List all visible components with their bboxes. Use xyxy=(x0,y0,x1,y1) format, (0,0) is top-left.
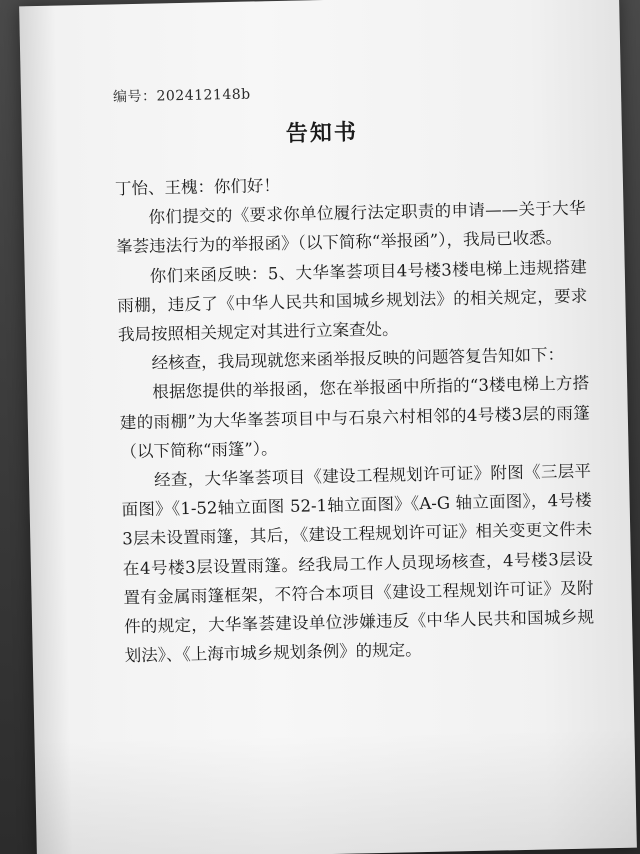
salutation: 丁怡、王槐：你们好！ xyxy=(114,175,281,199)
document-page xyxy=(19,0,637,854)
paragraph-canopy-identification: 根据您提供的举报函，您在举报函中所指的“3楼电梯上方搭建的雨棚”为大华峯荟项目中与石泉六村相邻的4号楼3层的雨篷（以下简称“雨篷”）。 xyxy=(119,373,590,462)
paragraph-verification-intro: 经核查，我局现就您来函举报反映的问题答复告知如下： xyxy=(151,345,565,373)
document-title: 告知书 xyxy=(285,120,359,147)
paragraph-findings: 经查，大华峯荟项目《建设工程规划许可证》附图《三层平面图》《1-52轴立面图 52-1轴立面图》《A-G 轴立面图》，4号楼3层未设置雨篷，其后，《建设工程规划许可证》相关变更文件未在4号楼3层设置雨篷。经我局工作人员现场核查，4号楼3层设置有金属雨篷框架，不符合本项目《建设工程规划许可证》及附件的规定，大华峯荟建设单位涉嫌违反《中华人民共和国城乡规划法》、《上海市城乡规划条例》的规定。 xyxy=(121,461,595,666)
document-number: 编号：202412148b xyxy=(112,86,251,106)
document-body xyxy=(115,165,595,671)
paragraph-complaint: 你们来函反映：5、大华峯荟项目4号楼3楼电梯上违规搭建雨棚，违反了《中华人民共和国城乡规划法》的相关规定，要求我局按照相关规定对其进行立案查处。 xyxy=(117,257,588,345)
paragraph-submission: 你们提交的《要求你单位履行法定职责的申请——关于大华峯荟违法行为的举报函》（以下简称“举报函”），我局已收悉。 xyxy=(115,198,586,257)
